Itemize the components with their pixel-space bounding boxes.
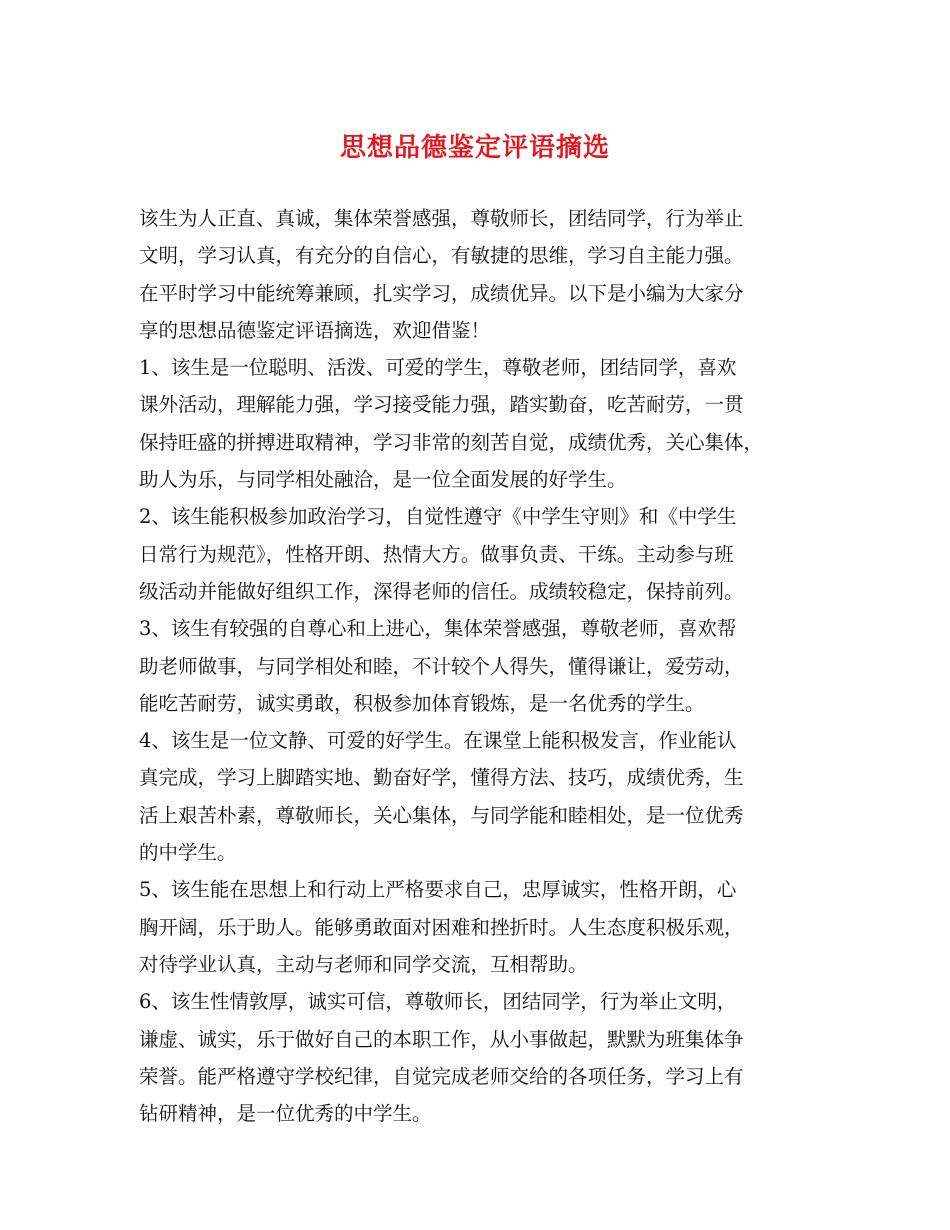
text-line: 该生为人正直、真诚，集体荣誉感强，尊敬师长，团结同学，行为举止 bbox=[139, 207, 744, 230]
text-line: 3、该生有较强的自尊心和上进心，集体荣誉感强，尊敬老师，喜欢帮 bbox=[139, 617, 737, 641]
text-line: 活上艰苦朴素，尊敬师长，关心集体，与同学能和睦相处，是一位优秀 bbox=[139, 803, 744, 827]
text-line: 助老师做事，与同学相处和睦，不计较个人得失，懂得谦让，爱劳动， bbox=[139, 654, 744, 678]
text-line: 享的思想品德鉴定评语摘选，欢迎借鉴！ bbox=[139, 318, 491, 342]
text-line: 对待学业认真，主动与老师和同学交流，互相帮助。 bbox=[139, 952, 588, 976]
text-line: 级活动并能做好组织工作，深得老师的信任。成绩较稳定，保持前列。 bbox=[139, 579, 744, 603]
text-line: 能吃苦耐劳，诚实勇敢，积极参加体育锻炼，是一名优秀的学生。 bbox=[139, 691, 705, 715]
document-title: 思想品德鉴定评语摘选 bbox=[339, 133, 610, 163]
text-line: 荣誉。能严格遵守学校纪律，自觉完成老师交给的各项任务，学习上有 bbox=[139, 1064, 744, 1088]
text-line: 课外活动，理解能力强，学习接受能力强，踏实勤奋，吃苦耐劳，一贯 bbox=[139, 393, 744, 417]
text-line: 钻研精神，是一位优秀的中学生。 bbox=[139, 1102, 432, 1126]
text-line: 保持旺盛的拼搏进取精神，学习非常的刻苦自觉，成绩优秀，关心集体， bbox=[139, 430, 764, 454]
text-line: 在平时学习中能统筹兼顾，扎实学习，成绩优异。以下是小编为大家分 bbox=[139, 281, 744, 305]
text-line: 谦虚、诚实，乐于做好自己的本职工作，从小事做起，默默为班集体争 bbox=[139, 1027, 744, 1051]
text-line: 4、该生是一位文静、可爱的好学生。在课堂上能积极发言，作业能认 bbox=[139, 729, 737, 753]
text-line: 2、该生能积极参加政治学习，自觉性遵守《中学生守则》和《中学生 bbox=[139, 505, 737, 529]
text-line: 文明，学习认真，有充分的自信心，有敏捷的思维，学习自主能力强。 bbox=[139, 244, 744, 268]
text-line: 5、该生能在思想上和行动上严格要求自己，忠厚诚实，性格开朗，心 bbox=[139, 878, 737, 902]
text-line: 真完成，学习上脚踏实地、勤奋好学，懂得方法、技巧，成绩优秀，生 bbox=[139, 766, 744, 790]
document-body bbox=[139, 200, 839, 1132]
text-line: 胸开阔，乐于助人。能够勇敢面对困难和挫折时。人生态度积极乐观， bbox=[139, 915, 744, 939]
text-line: 6、该生性情敦厚，诚实可信，尊敬师长，团结同学，行为举止文明， bbox=[139, 990, 737, 1014]
text-line: 1、该生是一位聪明、活泼、可爱的学生，尊敬老师，团结同学，喜欢 bbox=[139, 356, 737, 380]
text-line: 助人为乐，与同学相处融洽，是一位全面发展的好学生。 bbox=[139, 468, 627, 492]
text-line: 日常行为规范》，性格开朗、热情大方。做事负责、干练。主动参与班 bbox=[139, 542, 734, 566]
text-line: 的中学生。 bbox=[139, 841, 237, 865]
